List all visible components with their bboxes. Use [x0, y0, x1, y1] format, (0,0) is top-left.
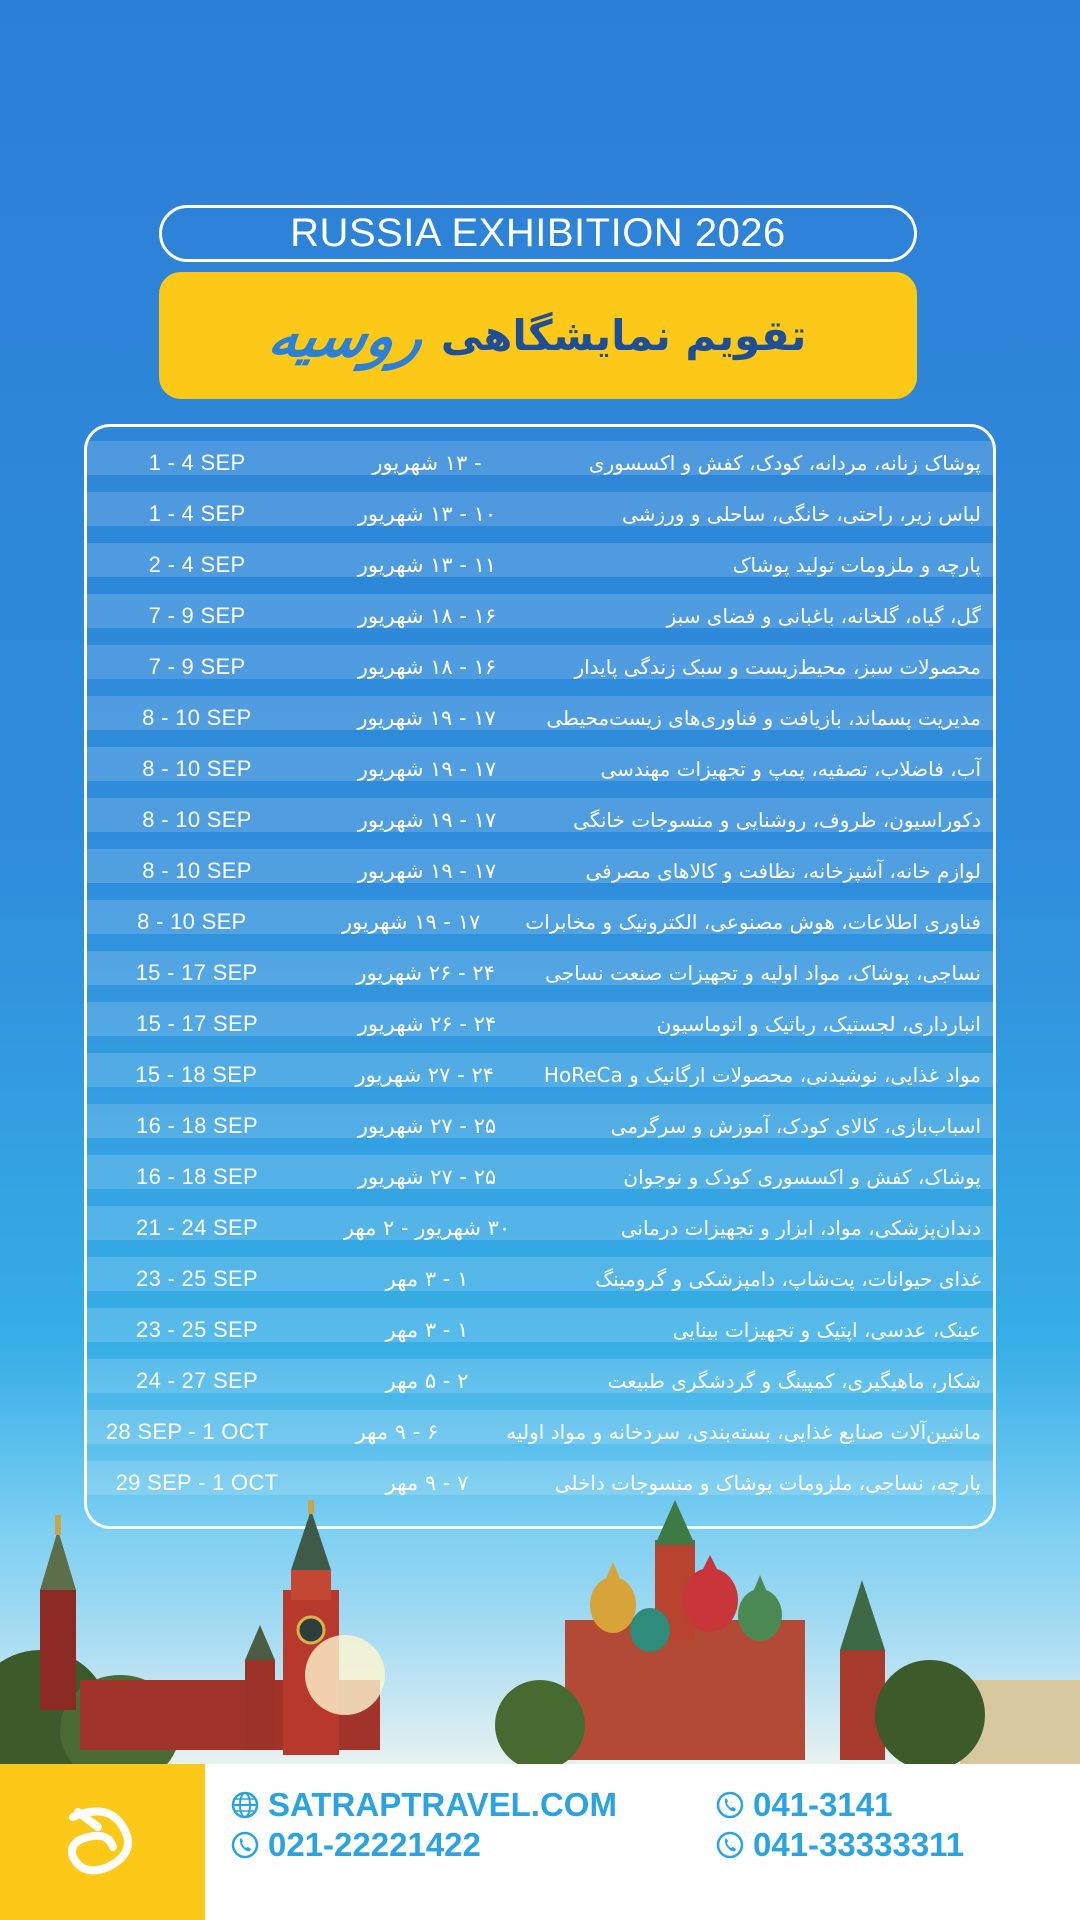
- table-row: [87, 1100, 993, 1151]
- date-en: 8 - 10 SEP: [142, 857, 252, 883]
- banner-main-text: تقویم نمایشگاهی: [440, 311, 807, 360]
- date-en: 1 - 4 SEP: [148, 500, 246, 526]
- date-en: 23 - 25 SEP: [136, 1316, 258, 1342]
- exhibition-rows: [87, 437, 993, 1508]
- date-en: 8 - 10 SEP: [142, 755, 252, 781]
- table-row: [87, 1202, 993, 1253]
- date-fa: ۱۶ - ۱۸ شهریور: [357, 603, 497, 628]
- table-row: [87, 641, 993, 692]
- phone-1-text: 021-22221422: [268, 1826, 481, 1863]
- date-fa: ۳۰ شهریور - ۲ مهر: [343, 1215, 511, 1240]
- exhibition-title-cell: انبارداری، لجستیک، رباتیک و اتوماسیون: [656, 1011, 981, 1036]
- exhibition-title-cell: عینک، عدسی، اپتیک و تجهیزات بینایی: [672, 1317, 981, 1342]
- table-row: [87, 896, 993, 947]
- table-row: [87, 998, 993, 1049]
- exhibition-title-cell: آب، فاضلاب، تصفیه، پمپ و تجهیزات مهندسی: [600, 756, 981, 781]
- date-en: 21 - 24 SEP: [136, 1214, 258, 1240]
- table-row: [87, 1355, 993, 1406]
- satrap-logo: [0, 1764, 205, 1920]
- moscow-skyline-image: [0, 1500, 1080, 1765]
- date-en: 7 - 9 SEP: [148, 653, 246, 679]
- date-fa: ۱۷ - ۱۹ شهریور: [357, 807, 497, 832]
- exhibition-title-cell: دکوراسیون، ظروف، روشنایی و منسوجات خانگی: [573, 807, 981, 832]
- exhibition-title-cell: محصولات سبز، محیط‌زیست و سبک زندگی پایدار: [574, 654, 981, 679]
- date-fa: ۷ - ۹ مهر: [385, 1470, 469, 1495]
- date-fa: ۲۵ - ۲۷ شهریور: [357, 1164, 497, 1189]
- banner-script-text: روسیه: [262, 301, 430, 370]
- date-fa: ۲۴ - ۲۶ شهریور: [357, 1011, 497, 1036]
- date-en: 23 - 25 SEP: [136, 1265, 258, 1291]
- date-en: 15 - 17 SEP: [136, 1010, 258, 1036]
- date-fa: ۱۷ - ۱۹ شهریور: [357, 705, 496, 730]
- date-fa: ۲ - ۵ مهر: [385, 1368, 469, 1393]
- date-fa: ۲۴ - ۲۷ شهریور: [355, 1062, 494, 1087]
- table-row: [87, 794, 993, 845]
- phone-3-text: 041-33333311: [753, 1826, 965, 1863]
- table-row: [87, 845, 993, 896]
- date-fa: ۱۷ - ۱۹ شهریور: [357, 756, 497, 781]
- date-fa: - ۱۳ شهریور: [372, 450, 482, 475]
- exhibition-title-cell: فناوری اطلاعات، هوش مصنوعی، الکترونیک و مخابرات: [525, 909, 981, 934]
- phone-2[interactable]: [715, 1786, 892, 1824]
- date-en: 8 - 10 SEP: [142, 704, 252, 730]
- phone-2-text: 041-3141: [753, 1786, 893, 1823]
- exhibition-title-cell: پارچه، نساجی، ملزومات پوشاک و منسوجات داخلی: [554, 1470, 981, 1495]
- exhibition-title: RUSSIA EXHIBITION 2026: [159, 205, 917, 262]
- date-fa: ۱ - ۳ مهر: [385, 1266, 469, 1291]
- exhibition-title-cell: اسباب‌بازی، کالای کودک، آموزش و سرگرمی: [610, 1113, 981, 1138]
- date-fa: ۱۷ - ۱۹ شهریور: [341, 909, 481, 934]
- website-link[interactable]: [230, 1786, 617, 1824]
- exhibition-title-cell: گل، گیاه، گلخانه، باغبانی و فضای سبز: [666, 603, 981, 628]
- table-row: [87, 590, 993, 641]
- date-en: 8 - 10 SEP: [142, 806, 252, 832]
- phone-icon: [715, 1830, 745, 1860]
- exhibition-title-cell: مدیریت پسماند، بازیافت و فناوری‌های زیست‌محیطی: [546, 705, 981, 730]
- phone-3[interactable]: [715, 1826, 964, 1864]
- date-en: 16 - 18 SEP: [136, 1163, 258, 1189]
- table-row: [87, 1406, 993, 1457]
- table-row: [87, 743, 993, 794]
- globe-icon: [230, 1790, 260, 1820]
- exhibition-title-cell: دندان‌پزشکی، مواد، ابزار و تجهیزات درمانی: [620, 1215, 981, 1240]
- date-en: 2 - 4 SEP: [148, 551, 246, 577]
- exhibition-title-cell: ماشین‌آلات صنایع غذایی، بسته‌بندی، سردخانه و مواد اولیه: [506, 1419, 981, 1444]
- table-row: [87, 1304, 993, 1355]
- table-row: [87, 437, 993, 488]
- phone-icon: [715, 1790, 745, 1820]
- calendar-banner: [159, 272, 917, 399]
- phone-1[interactable]: [230, 1826, 481, 1864]
- table-row: [87, 947, 993, 998]
- date-fa: ۱۶ - ۱۸ شهریور: [357, 654, 497, 679]
- date-fa: ۶ - ۹ مهر: [355, 1419, 439, 1444]
- date-en: 16 - 18 SEP: [136, 1112, 258, 1138]
- exhibition-title-cell: غذای حیوانات، پت‌شاپ، دامپزشکی و گرومینگ: [595, 1266, 981, 1291]
- satrap-logo-icon: [53, 1797, 153, 1887]
- table-row: [87, 692, 993, 743]
- table-row: [87, 488, 993, 539]
- date-en: 28 SEP - 1 OCT: [105, 1418, 269, 1444]
- date-en: 24 - 27 SEP: [136, 1367, 258, 1393]
- date-en: 8 - 10 SEP: [137, 908, 247, 934]
- exhibition-title-cell: نساجی، پوشاک، مواد اولیه و تجهیزات صنعت نساجی: [545, 960, 981, 985]
- table-row: [87, 1151, 993, 1202]
- phone-icon: [230, 1830, 260, 1860]
- table-row: [87, 1049, 993, 1100]
- exhibition-title-cell: پارچه و ملزومات تولید پوشاک: [732, 552, 981, 577]
- date-en: 29 SEP - 1 OCT: [115, 1469, 279, 1495]
- date-en: 7 - 9 SEP: [148, 602, 246, 628]
- date-fa: ۲۴ - ۲۶ شهریور: [356, 960, 495, 985]
- exhibition-title-cell: لباس زیر، راحتی، خانگی، ساحلی و ورزشی: [622, 501, 981, 526]
- table-row: [87, 539, 993, 590]
- exhibition-table: [84, 424, 996, 1529]
- exhibition-title-cell: مواد غذایی، نوشیدنی، محصولات ارگانیک و HoReCa: [543, 1062, 981, 1087]
- table-row: [87, 1253, 993, 1304]
- date-fa: ۱ - ۳ مهر: [385, 1317, 469, 1342]
- website-text: SATRAPTRAVEL.COM: [268, 1786, 617, 1823]
- exhibition-title-cell: پوشاک زنانه، مردانه، کودک، کفش و اکسسوری: [588, 450, 981, 475]
- date-en: 15 - 17 SEP: [135, 959, 258, 985]
- exhibition-title-cell: لوازم خانه، آشپزخانه، نظافت و کالاهای مصرفی: [585, 858, 981, 883]
- exhibition-title-cell: شکار، ماهیگیری، کمپینگ و گردشگری طبیعت: [607, 1368, 981, 1393]
- date-fa: ۱۷ - ۱۹ شهریور: [357, 858, 497, 883]
- date-en: 1 - 4 SEP: [148, 449, 246, 475]
- date-en: 15 - 18 SEP: [135, 1061, 258, 1087]
- exhibition-title-cell: پوشاک، کفش و اکسسوری کودک و نوجوان: [623, 1164, 981, 1189]
- date-fa: ۱۰ - ۱۳ شهریور: [357, 501, 497, 526]
- date-fa: ۲۵ - ۲۷ شهریور: [357, 1113, 497, 1138]
- date-fa: ۱۱ - ۱۳ شهریور: [357, 552, 497, 577]
